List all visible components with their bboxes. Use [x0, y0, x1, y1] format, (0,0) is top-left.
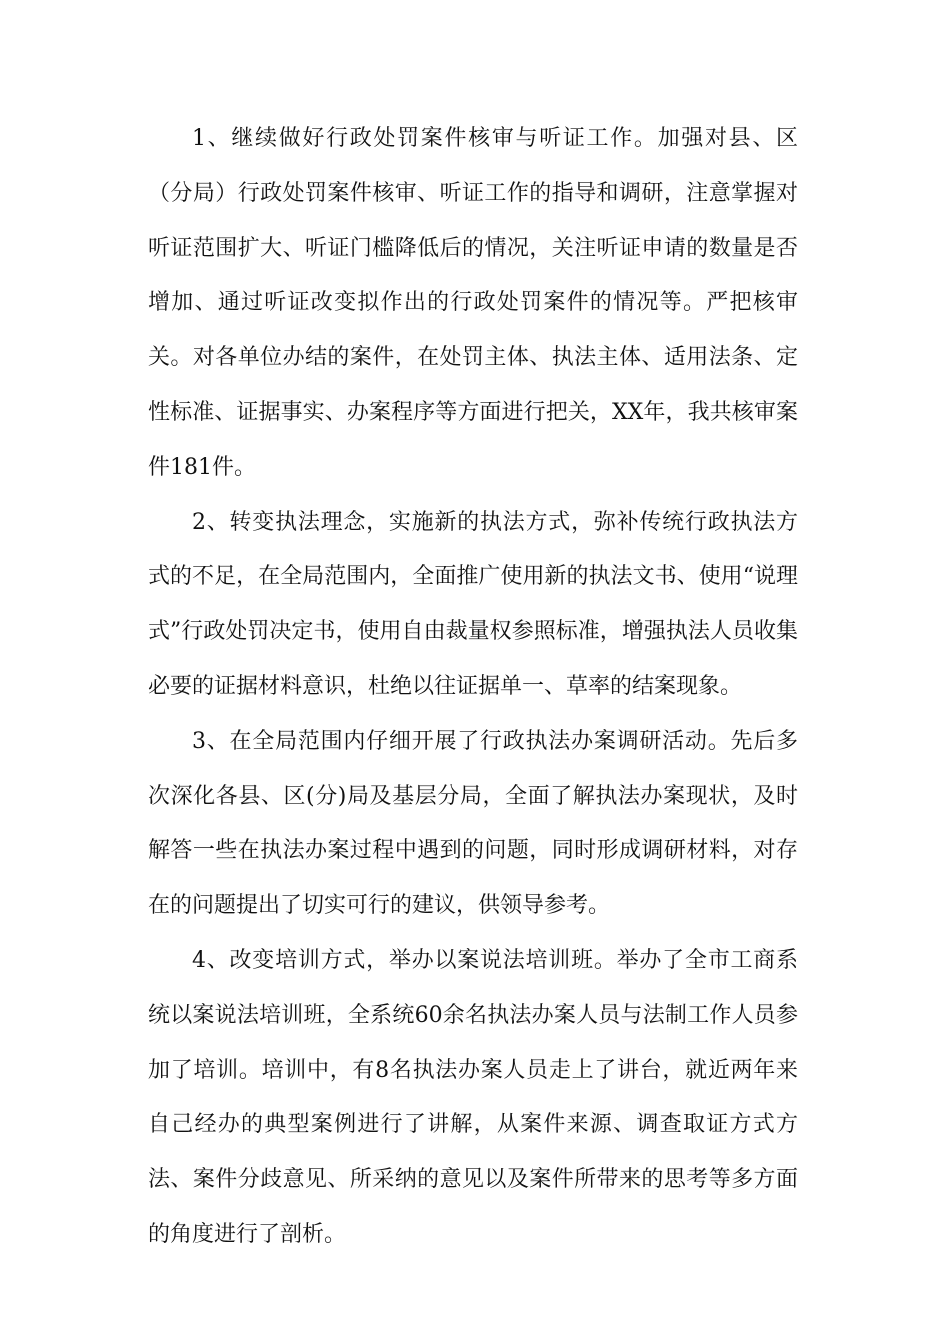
paragraph-4: 4、改变培训方式，举办以案说法培训班。举办了全市工商系统以案说法培训班，全系统60余名执法办案人员与法制工作人员参加了培训。培训中，有8名执法办案人员走上了讲台，就近两年来自己经办的典型案例进行了讲解，从案件来源、调查取证方式方法、案件分歧意见、所采纳的意见以及案件所带来的思考等多方面的角度进行了剖析。	[148, 947, 798, 1247]
paragraph-1: 1、继续做好行政处罚案件核审与听证工作。加强对县、区（分局）行政处罚案件核审、听证工作的指导和调研，注意掌握对听证范围扩大、听证门槛降低后的情况，关注听证申请的数量是否增加、通过听证改变拟作出的行政处罚案件的情况等。严把核审关。对各单位办结的案件，在处罚主体、执法主体、适用法条、定性标准、证据事实、办案程序等方面进行把关，XX年，我共核审案件181件。	[148, 126, 798, 480]
paragraph-2: 2、转变执法理念，实施新的执法方式，弥补传统行政执法方式的不足，在全局范围内，全面推广使用新的执法文书、使用“说理式”行政处罚决定书，使用自由裁量权参照标准，增强执法人员收集必要的证据材料意识，杜绝以往证据单一、草率的结案现象。	[148, 509, 798, 699]
document-body	[148, 112, 798, 1263]
paragraph-3: 3、在全局范围内仔细开展了行政执法办案调研活动。先后多次深化各县、区(分)局及基层分局，全面了解执法办案现状，及时解答一些在执法办案过程中遇到的问题，同时形成调研材料，对存在的问题提出了切实可行的建议，供领导参考。	[148, 728, 798, 919]
